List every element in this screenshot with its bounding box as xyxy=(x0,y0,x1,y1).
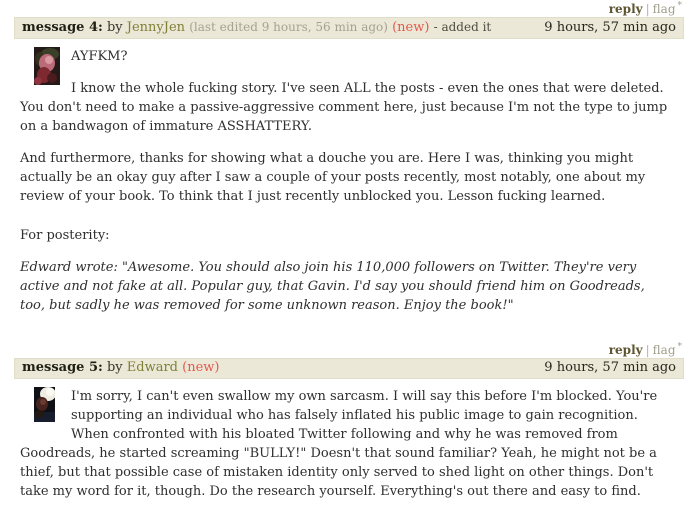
actions-separator: | xyxy=(645,2,650,16)
author-link-jennyjen[interactable]: JennyJen xyxy=(126,20,186,35)
message-5-timestamp: 9 hours, 57 min ago xyxy=(544,360,676,375)
flag-asterisk-icon: * xyxy=(677,342,682,352)
reply-link[interactable]: reply xyxy=(608,2,643,16)
new-badge: (new) xyxy=(182,360,220,375)
message-4-body xyxy=(0,39,690,341)
message-4-header-left xyxy=(22,19,491,36)
message-5-paragraph-1: I'm sorry, I can't even swallow my own sarcasm. I will say this before I'm blocked. You're supporting an individual who has falsely inflated his public image to gain recognition. When confronted with his bloated Twitter following and why he was removed from Goodreads, he started screaming "BULLY!" Doesn't that sound familiar? Yeah, he might not be a thief, but that possible case of mistaken identity only served to shed light on other things. Don't take my word for it, though. Do the research yourself. Everything's out there and easy to find. xyxy=(20,389,658,499)
message-4-quoted-text: Edward wrote: "Awesome. You should also join his 110,000 followers on Twitter. They're very active and not fake at all. Popular guy, that Gavin. I'd say you should friend him on Goodreads, too, but sadly he was removed for some unknown reason. Enjoy the book!" xyxy=(20,260,645,313)
actions-separator: | xyxy=(645,343,650,357)
edward-avatar[interactable] xyxy=(34,387,55,422)
message-4-paragraph-1: AYFKM? xyxy=(71,49,128,64)
new-badge: (new) xyxy=(392,20,430,35)
message-4-timestamp: 9 hours, 57 min ago xyxy=(544,20,676,35)
flag-link[interactable]: flag xyxy=(652,2,676,16)
added-it-note: - added it xyxy=(433,20,492,34)
jennyjen-avatar[interactable] xyxy=(34,47,60,85)
message-4-paragraph-3: And furthermore, thanks for showing what a douche you are. Here I was, thinking you might actually be an okay guy after I saw a couple of your posts recently, most notably, one about my review of your book. To think that I just recently unblocked you. Lesson fucking learned. xyxy=(20,151,646,204)
message-number: message 5: xyxy=(22,360,103,375)
message-5-header-bar xyxy=(14,358,684,379)
message-4-actions xyxy=(0,0,690,17)
message-number: message 4: xyxy=(22,20,103,35)
message-5 xyxy=(0,341,690,514)
message-5-body xyxy=(0,379,690,514)
message-5-header-left xyxy=(22,360,220,376)
message-4-paragraph-2: I know the whole fucking story. I've seen ALL the posts - even the ones that were deleted. You don't need to make a passive-aggressive comment here, just because I'm not the type to jump on a bandwagon of immature ASSHATTERY. xyxy=(20,81,668,134)
message-4-paragraph-4: For posterity: xyxy=(20,228,110,243)
flag-asterisk-icon: * xyxy=(677,1,682,11)
by-label: by xyxy=(106,360,123,375)
message-4-header-bar xyxy=(14,17,684,39)
last-edited-note: (last edited 9 hours, 56 min ago) xyxy=(189,20,388,34)
reply-link[interactable]: reply xyxy=(608,343,643,357)
flag-link[interactable]: flag xyxy=(652,343,676,357)
message-5-actions xyxy=(0,341,690,358)
author-link-edward[interactable]: Edward xyxy=(126,360,179,375)
by-label: by xyxy=(106,20,123,35)
